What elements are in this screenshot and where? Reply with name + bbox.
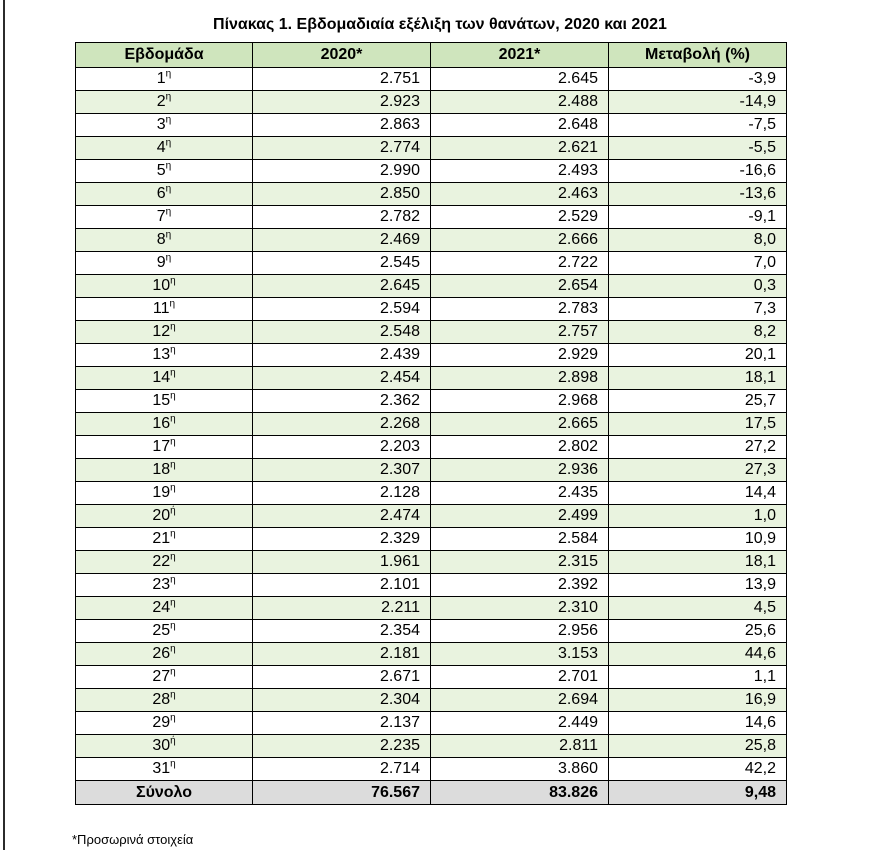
value-2020: 2.181 [253, 643, 431, 666]
week-number: 9 [156, 254, 166, 271]
value-2020: 2.645 [253, 275, 431, 298]
value-2021: 2.722 [431, 252, 609, 275]
week-cell [76, 344, 253, 367]
value-2021: 2.694 [431, 689, 609, 712]
value-change: 17,5 [609, 413, 787, 436]
value-2021: 2.783 [431, 298, 609, 321]
week-cell [76, 229, 253, 252]
week-cell [76, 137, 253, 160]
table-row [76, 68, 787, 91]
value-change: 8,0 [609, 229, 787, 252]
value-2021: 2.898 [431, 367, 609, 390]
value-2021: 2.811 [431, 735, 609, 758]
value-2020: 2.268 [253, 413, 431, 436]
week-number: 12 [152, 323, 171, 340]
value-2021: 2.648 [431, 114, 609, 137]
table-row [76, 367, 787, 390]
total-label: Σύνολο [76, 781, 253, 805]
table-title: Πίνακας 1. Εβδομαδιαία εξέλιξη των θανάτων, 2020 και 2021 [213, 16, 667, 33]
value-2021: 2.315 [431, 551, 609, 574]
table-row [76, 620, 787, 643]
table-row [76, 482, 787, 505]
value-change: -7,5 [609, 114, 787, 137]
week-number: 8 [156, 231, 166, 248]
week-cell [76, 620, 253, 643]
week-cell [76, 206, 253, 229]
table-row [76, 689, 787, 712]
week-ordinal-suffix: η [170, 712, 176, 724]
week-ordinal-suffix: η [170, 574, 176, 586]
week-ordinal-suffix: η [170, 666, 176, 678]
week-number: 2 [156, 93, 166, 110]
week-number: 20 [152, 507, 171, 524]
value-2020: 2.545 [253, 252, 431, 275]
week-ordinal-suffix: η [169, 298, 176, 310]
week-number: 23 [152, 576, 171, 593]
week-cell [76, 666, 253, 689]
value-change: 14,4 [609, 482, 787, 505]
value-2020: 2.211 [253, 597, 431, 620]
week-ordinal-suffix: η [165, 206, 172, 218]
value-2020: 2.362 [253, 390, 431, 413]
footnote: *Προσωρινά στοιχεία [72, 832, 194, 847]
value-2021: 2.968 [431, 390, 609, 413]
value-change: 27,3 [609, 459, 787, 482]
week-cell [76, 275, 253, 298]
value-change: -16,6 [609, 160, 787, 183]
week-number: 16 [152, 415, 171, 432]
value-2020: 2.203 [253, 436, 431, 459]
table-row [76, 735, 787, 758]
week-cell [76, 436, 253, 459]
week-cell [76, 459, 253, 482]
value-2020: 2.235 [253, 735, 431, 758]
total-2020: 76.567 [253, 781, 431, 805]
table-row [76, 459, 787, 482]
table-row [76, 436, 787, 459]
week-ordinal-suffix: η [170, 620, 176, 632]
value-2020: 2.751 [253, 68, 431, 91]
week-number: 28 [152, 691, 171, 708]
table-row [76, 275, 787, 298]
value-2020: 2.354 [253, 620, 431, 643]
week-number: 17 [152, 438, 171, 455]
value-2021: 2.701 [431, 666, 609, 689]
value-2020: 2.774 [253, 137, 431, 160]
week-number: 11 [152, 300, 170, 317]
week-cell [76, 114, 253, 137]
header-week: Εβδομάδα [76, 43, 253, 68]
week-ordinal-suffix: η [170, 551, 176, 563]
value-2020: 2.548 [253, 321, 431, 344]
table-row [76, 643, 787, 666]
week-ordinal-suffix: η [170, 482, 176, 494]
value-2020: 2.714 [253, 758, 431, 781]
value-2021: 2.802 [431, 436, 609, 459]
week-ordinal-suffix: η [170, 413, 176, 425]
week-number: 27 [152, 668, 171, 685]
week-cell [76, 298, 253, 321]
value-change: 25,7 [609, 390, 787, 413]
week-ordinal-suffix: η [170, 367, 176, 379]
value-2021: 2.488 [431, 91, 609, 114]
table-row [76, 758, 787, 781]
value-2021: 2.645 [431, 68, 609, 91]
total-2021: 83.826 [431, 781, 609, 805]
value-change: 25,6 [609, 620, 787, 643]
week-cell [76, 252, 253, 275]
value-2020: 2.137 [253, 712, 431, 735]
header-row [76, 43, 787, 68]
week-number: 22 [152, 553, 171, 570]
week-ordinal-suffix: η [170, 275, 176, 287]
week-ordinal-suffix: η [165, 183, 172, 195]
table-row [76, 505, 787, 528]
value-2020: 2.469 [253, 229, 431, 252]
value-change: 18,1 [609, 367, 787, 390]
week-ordinal-suffix: η [170, 344, 176, 356]
week-number: 25 [152, 622, 171, 639]
value-change: 7,3 [609, 298, 787, 321]
week-number: 1 [156, 70, 166, 87]
value-2021: 2.654 [431, 275, 609, 298]
week-cell [76, 390, 253, 413]
table-row [76, 229, 787, 252]
table-row [76, 160, 787, 183]
table-row [76, 183, 787, 206]
value-2020: 2.454 [253, 367, 431, 390]
week-ordinal-suffix: η [170, 689, 176, 701]
header-2021: 2021* [431, 43, 609, 68]
value-change: 27,2 [609, 436, 787, 459]
week-cell [76, 551, 253, 574]
week-ordinal-suffix: η [170, 436, 176, 448]
value-2021: 2.463 [431, 183, 609, 206]
week-cell [76, 735, 253, 758]
week-cell [76, 68, 253, 91]
value-2020: 1.961 [253, 551, 431, 574]
value-2021: 2.499 [431, 505, 609, 528]
value-change: -3,9 [609, 68, 787, 91]
value-change: 4,5 [609, 597, 787, 620]
value-change: 1,1 [609, 666, 787, 689]
header-2020: 2020* [253, 43, 431, 68]
value-2021: 2.621 [431, 137, 609, 160]
value-2020: 2.474 [253, 505, 431, 528]
week-ordinal-suffix: η [170, 758, 176, 770]
table-row [76, 528, 787, 551]
value-change: -14,9 [609, 91, 787, 114]
week-number: 6 [156, 185, 166, 202]
table-row [76, 252, 787, 275]
value-2020: 2.923 [253, 91, 431, 114]
week-ordinal-suffix: η [165, 91, 172, 103]
page-left-border [3, 0, 5, 850]
week-ordinal-suffix: η [170, 528, 176, 540]
week-number: 15 [152, 392, 171, 409]
value-change: 42,2 [609, 758, 787, 781]
total-change: 9,48 [609, 781, 787, 805]
value-2021: 2.666 [431, 229, 609, 252]
week-number: 30 [152, 737, 171, 754]
value-change: 14,6 [609, 712, 787, 735]
table-row [76, 666, 787, 689]
table-row [76, 551, 787, 574]
week-cell [76, 91, 253, 114]
value-change: 13,9 [609, 574, 787, 597]
week-ordinal-suffix: η [170, 597, 176, 609]
week-ordinal-suffix: η [170, 459, 176, 471]
value-change: 16,9 [609, 689, 787, 712]
value-2021: 2.435 [431, 482, 609, 505]
table-row [76, 344, 787, 367]
week-number: 13 [152, 346, 171, 363]
table-row [76, 574, 787, 597]
value-change: 10,9 [609, 528, 787, 551]
week-ordinal-suffix: η [165, 114, 172, 126]
week-cell [76, 505, 253, 528]
value-2021: 3.860 [431, 758, 609, 781]
header-change: Μεταβολή (%) [609, 43, 787, 68]
week-ordinal-suffix: ή [170, 735, 176, 747]
table-row [76, 114, 787, 137]
week-number: 19 [152, 484, 171, 501]
week-ordinal-suffix: η [165, 160, 172, 172]
table-row [76, 137, 787, 160]
value-2021: 2.929 [431, 344, 609, 367]
value-change: -13,6 [609, 183, 787, 206]
value-2021: 2.310 [431, 597, 609, 620]
table-row [76, 413, 787, 436]
value-2020: 2.782 [253, 206, 431, 229]
week-cell [76, 758, 253, 781]
value-2021: 2.757 [431, 321, 609, 344]
week-number: 4 [156, 139, 166, 156]
value-2020: 2.439 [253, 344, 431, 367]
value-change: 18,1 [609, 551, 787, 574]
total-row [76, 781, 787, 805]
table-row [76, 206, 787, 229]
week-number: 3 [156, 116, 166, 133]
week-cell [76, 321, 253, 344]
value-change: 7,0 [609, 252, 787, 275]
value-2020: 2.863 [253, 114, 431, 137]
value-2021: 2.665 [431, 413, 609, 436]
week-cell [76, 160, 253, 183]
week-number: 10 [152, 277, 171, 294]
week-number: 21 [152, 530, 171, 547]
value-2021: 2.584 [431, 528, 609, 551]
table-row [76, 91, 787, 114]
value-change: 44,6 [609, 643, 787, 666]
week-ordinal-suffix: η [170, 390, 176, 402]
value-2020: 2.307 [253, 459, 431, 482]
week-number: 24 [152, 599, 171, 616]
value-2021: 2.956 [431, 620, 609, 643]
week-cell [76, 528, 253, 551]
value-2020: 2.329 [253, 528, 431, 551]
week-cell [76, 574, 253, 597]
week-cell [76, 689, 253, 712]
value-change: 20,1 [609, 344, 787, 367]
week-number: 7 [156, 208, 166, 225]
value-change: 8,2 [609, 321, 787, 344]
value-2021: 2.529 [431, 206, 609, 229]
week-ordinal-suffix: η [165, 137, 172, 149]
week-number: 26 [152, 645, 171, 662]
table-row [76, 390, 787, 413]
week-cell [76, 413, 253, 436]
week-ordinal-suffix: η [170, 643, 176, 655]
value-change: 1,0 [609, 505, 787, 528]
value-2020: 2.671 [253, 666, 431, 689]
table-row [76, 712, 787, 735]
table-row [76, 597, 787, 620]
week-cell [76, 597, 253, 620]
value-2020: 2.850 [253, 183, 431, 206]
week-cell [76, 482, 253, 505]
week-number: 5 [156, 162, 166, 179]
week-number: 29 [152, 714, 171, 731]
week-cell [76, 367, 253, 390]
week-ordinal-suffix: η [165, 252, 172, 264]
value-change: -9,1 [609, 206, 787, 229]
week-number: 31 [152, 760, 171, 777]
value-2020: 2.304 [253, 689, 431, 712]
week-number: 14 [152, 369, 171, 386]
value-2021: 2.493 [431, 160, 609, 183]
week-ordinal-suffix: η [165, 68, 172, 80]
table-row [76, 298, 787, 321]
deaths-table [75, 42, 787, 805]
week-ordinal-suffix: η [165, 229, 172, 241]
value-2021: 2.449 [431, 712, 609, 735]
week-number: 18 [152, 461, 171, 478]
week-ordinal-suffix: η [170, 321, 176, 333]
value-2020: 2.128 [253, 482, 431, 505]
week-cell [76, 643, 253, 666]
table-row [76, 321, 787, 344]
value-2021: 2.392 [431, 574, 609, 597]
value-2020: 2.990 [253, 160, 431, 183]
value-change: 0,3 [609, 275, 787, 298]
value-change: -5,5 [609, 137, 787, 160]
value-2020: 2.594 [253, 298, 431, 321]
value-2020: 2.101 [253, 574, 431, 597]
value-2021: 2.936 [431, 459, 609, 482]
value-2021: 3.153 [431, 643, 609, 666]
week-ordinal-suffix: ή [170, 505, 176, 517]
value-change: 25,8 [609, 735, 787, 758]
week-cell [76, 183, 253, 206]
week-cell [76, 712, 253, 735]
